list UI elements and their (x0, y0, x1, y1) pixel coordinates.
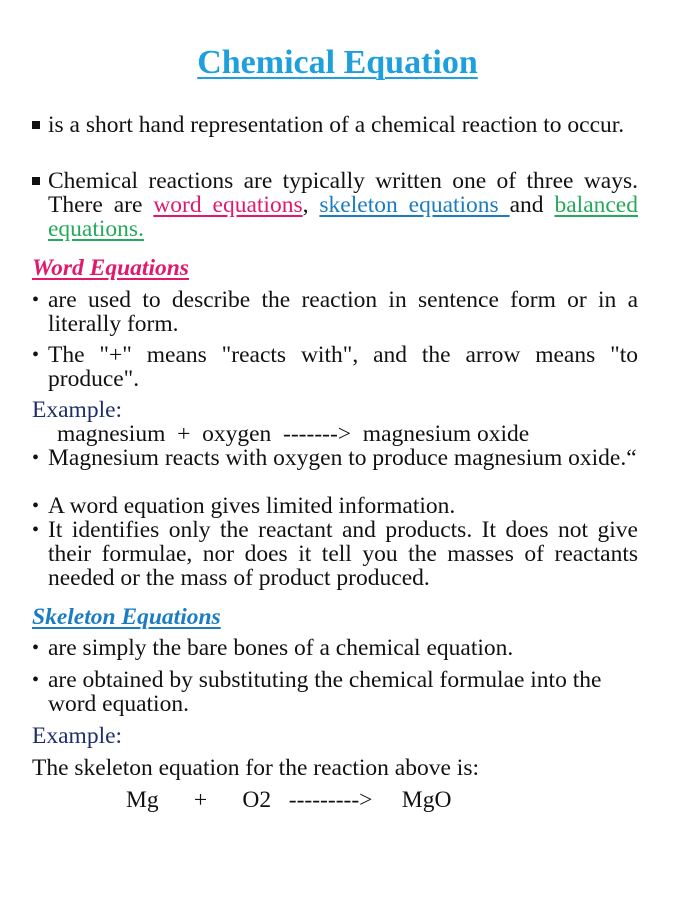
skeleton-equations-link[interactable]: skeleton equations (319, 192, 510, 218)
skeleton-intro-line: The skeleton equation for the reaction above is: (32, 755, 479, 781)
square-bullet-icon (32, 121, 40, 129)
square-bullet-icon (32, 177, 40, 185)
dot-bullet-icon: • (32, 669, 40, 691)
word-more-bullet-2: • A word equation gives limited information. (32, 493, 456, 519)
intro-item-text: is a short hand representation of a chemical reaction to occur. (48, 112, 625, 138)
skeleton-equation: Mg + O2 ---------> MgO (126, 787, 452, 813)
dot-bullet-icon: • (32, 344, 40, 366)
skeleton-equations-heading: Skeleton Equations (32, 604, 221, 630)
word-bullet-1: • are used to describe the reaction in sentence form or in a literally form. (32, 287, 638, 337)
intro-item-text: Chemical reactions are typically written one of three ways. There are word equations, skeleton equations and balanced equations. (48, 168, 638, 242)
dot-bullet-icon: • (32, 495, 40, 517)
word-equations-link[interactable]: word equations (153, 192, 303, 218)
word-more-bullet-1: • Magnesium reacts with oxygen to produce magnesium oxide.“ (32, 445, 637, 471)
intro-item-2 (32, 169, 638, 241)
word-more-bullet-3: • It identifies only the reactant and products. It does not give their formulae, nor does it tell you the masses of reactants needed or the mass of product produced. (32, 517, 638, 591)
skeleton-bullet-2: • are obtained by substituting the chemical formulae into the word equation. (32, 667, 602, 717)
intro-item-1 (32, 113, 638, 137)
word-equations-heading: Word Equations (32, 255, 189, 281)
dot-bullet-icon: • (32, 447, 40, 469)
dot-bullet-icon: • (32, 289, 40, 311)
word-bullet-2: • The "+" means "reacts with", and the arrow means "to produce". (32, 342, 638, 392)
word-example-equation: magnesium + oxygen -------> magnesium oxide (57, 421, 530, 447)
page-title: Chemical Equation (197, 44, 478, 81)
dot-bullet-icon: • (32, 637, 40, 659)
balanced-equations-link[interactable]: balanced equations. (48, 192, 638, 242)
skeleton-example-label: Example: (32, 723, 123, 749)
skeleton-bullet-1: • are simply the bare bones of a chemical equation. (32, 635, 514, 661)
dot-bullet-icon: • (32, 519, 40, 541)
word-example-label: Example: (32, 397, 123, 423)
